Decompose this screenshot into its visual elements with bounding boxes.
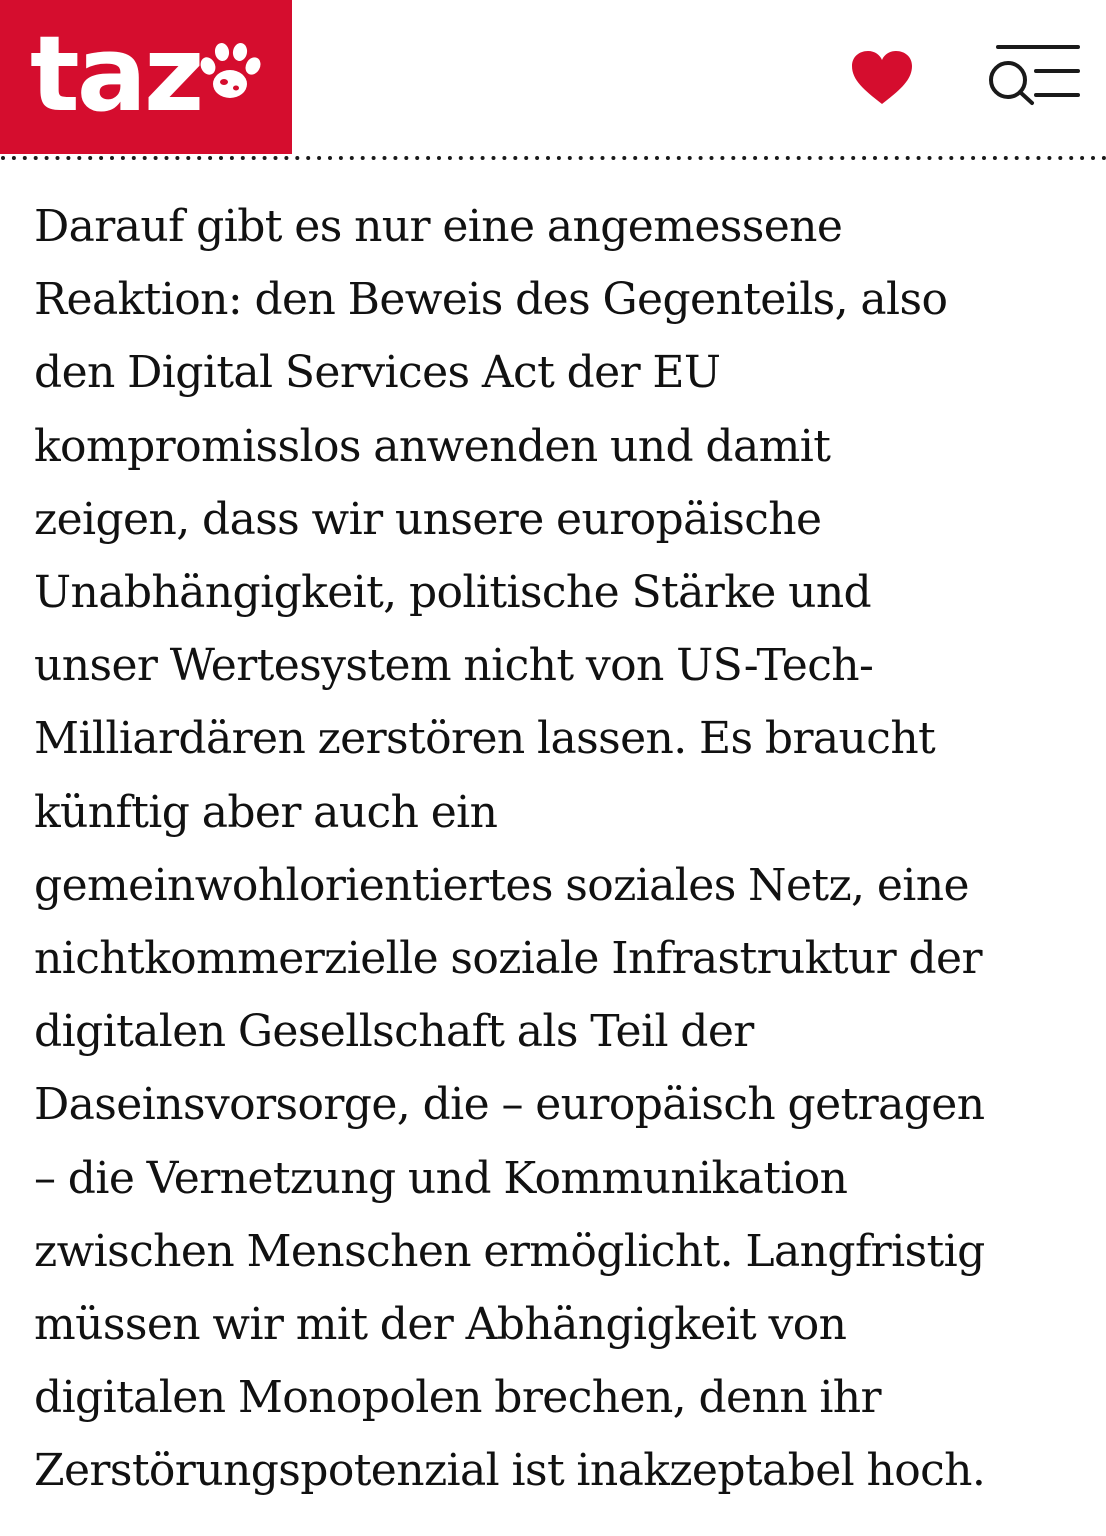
article-line: zeigen, dass wir unsere europäische <box>34 493 822 545</box>
article-line: digitalen Monopolen brechen, denn ihr <box>34 1372 881 1424</box>
paw-icon <box>194 36 266 108</box>
header-divider <box>0 154 1106 162</box>
article-line: zwischen Menschen ermöglicht. Langfristig <box>34 1225 985 1277</box>
heart-icon[interactable] <box>850 50 914 106</box>
article-line: digitalen Gesellschaft als Teil der <box>34 1006 754 1058</box>
article-body <box>34 190 1084 1508</box>
logo-text: taz <box>30 13 202 135</box>
article-line: gemeinwohlorientiertes soziales Netz, eine <box>34 859 969 911</box>
article-line: – die Vernetzung und Kommunikation <box>34 1152 848 1204</box>
article-line: Unabhängigkeit, politische Stärke und <box>34 567 872 619</box>
article-line: Darauf gibt es nur eine angemessene <box>34 201 843 252</box>
taz-logo[interactable] <box>0 0 292 154</box>
article-line: unser Wertesystem nicht von US-Tech- <box>34 640 874 692</box>
article-line: müssen wir mit der Abhängigkeit von <box>34 1299 847 1351</box>
search-menu-icon[interactable] <box>984 44 1080 106</box>
article-line: Zerstörungspotenzial ist inakzeptabel hoch. <box>34 1445 986 1497</box>
site-header <box>0 0 1106 158</box>
article-line: künftig aber auch ein <box>34 786 498 838</box>
article-line: kompromisslos anwenden und damit <box>34 420 831 472</box>
article-line: nichtkommerzielle soziale Infrastruktur der <box>34 933 982 985</box>
article-line: Reaktion: den Beweis des Gegenteils, also <box>34 274 948 326</box>
article-line: den Digital Services Act der EU <box>34 347 721 399</box>
article-line: Milliardären zerstören lassen. Es braucht <box>34 713 936 765</box>
article-line: Daseinsvorsorge, die – europäisch getragen <box>34 1079 985 1131</box>
